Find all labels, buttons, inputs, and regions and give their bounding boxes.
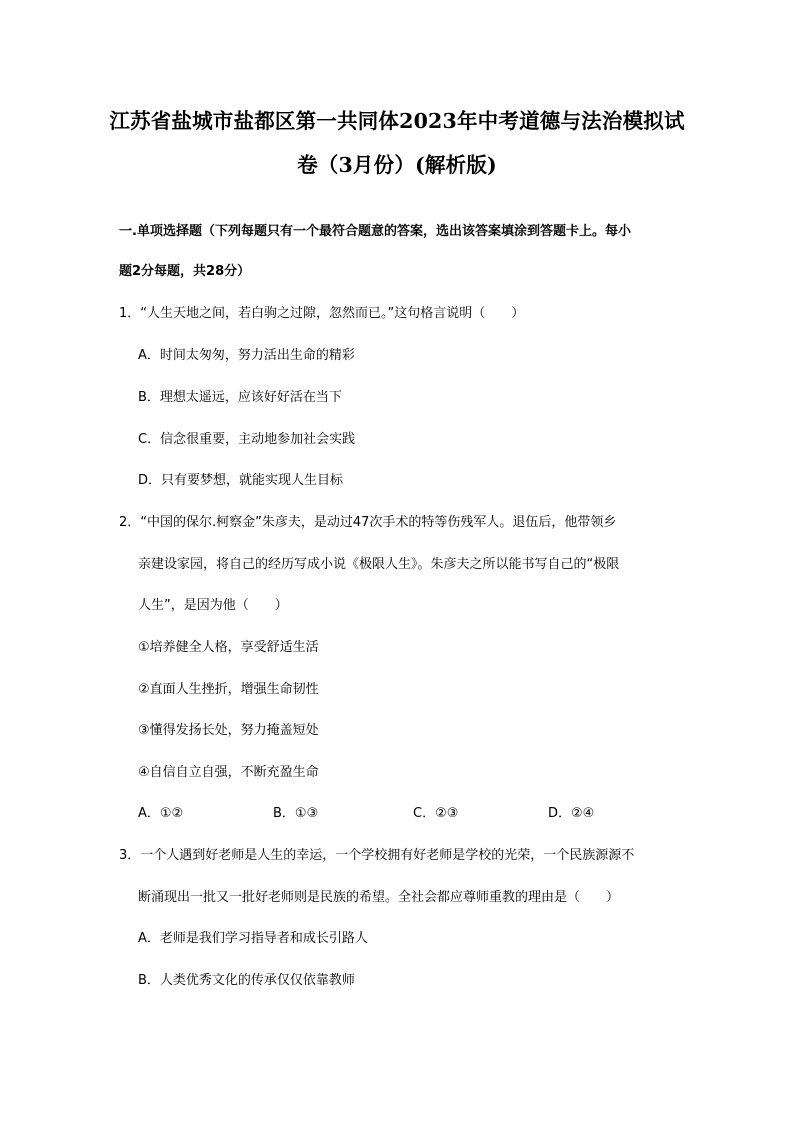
question-1-option-d: D．只有要梦想，就能实现人生目标	[138, 473, 344, 488]
section-heading-line1: 一.单项选择题（下列每题只有一个最符合题意的答案，选出该答案填涂到答题卡上。每小	[119, 224, 631, 239]
question-2-item-3: ③懂得发扬长处，努力掩盖短处	[138, 723, 319, 738]
question-1-option-b: B．理想太遥远，应该好好活在当下	[138, 390, 342, 405]
question-2-item-1: ①培养健全人格，享受舒适生活	[138, 640, 319, 655]
question-1-option-c: C．信念很重要，主动地参加社会实践	[138, 432, 356, 447]
question-2-option-d: D．②④	[548, 806, 595, 821]
question-3-option-a: A．老师是我们学习指导者和成长引路人	[138, 931, 368, 946]
question-2-option-c: C．②③	[413, 806, 459, 821]
question-2-item-2: ②直面人生挫折，增强生命韧性	[138, 682, 319, 697]
document-title-line1: 江苏省盐城市盐都区第一共同体2023年中考道德与法治模拟试	[109, 109, 685, 133]
question-2-stem-line1: 2．“中国的保尔.柯察金”朱彦夫，是动过47次手术的特等伤残军人。退伍后，他带领乡	[119, 515, 617, 530]
section-heading-line2: 题2分每题，共28分）	[119, 264, 251, 279]
question-2-options	[0, 806, 794, 822]
question-1-stem: 1．“人生天地之间，若白驹之过隙，忽然而已。”这句格言说明（ ）	[119, 306, 525, 321]
question-1-option-a: A．时间太匆匆，努力活出生命的精彩	[138, 348, 355, 363]
question-3-stem-line1: 3．一个人遇到好老师是人生的幸运，一个学校拥有好老师是学校的光荣，一个民族源源不	[119, 848, 635, 863]
question-2-option-b: B．①③	[273, 806, 319, 821]
question-2-item-4: ④自信自立自强，不断充盈生命	[138, 765, 319, 780]
question-3-option-b: B．人类优秀文化的传承仅仅依靠教师	[138, 973, 355, 988]
document-title-line2: 卷（3月份）(解析版)	[297, 153, 497, 177]
question-2-option-a: A．①②	[138, 806, 184, 821]
question-2-stem-line3: 人生”，是因为他（ ）	[138, 598, 288, 613]
question-2-stem-line2: 亲建设家园，将自己的经历写成小说《极限人生》。朱彦夫之所以能书写自己的“极限	[138, 557, 620, 572]
question-3-stem-line2: 断涌现出一批又一批好老师则是民族的希望。全社会都应尊师重教的理由是（ ）	[138, 890, 620, 905]
